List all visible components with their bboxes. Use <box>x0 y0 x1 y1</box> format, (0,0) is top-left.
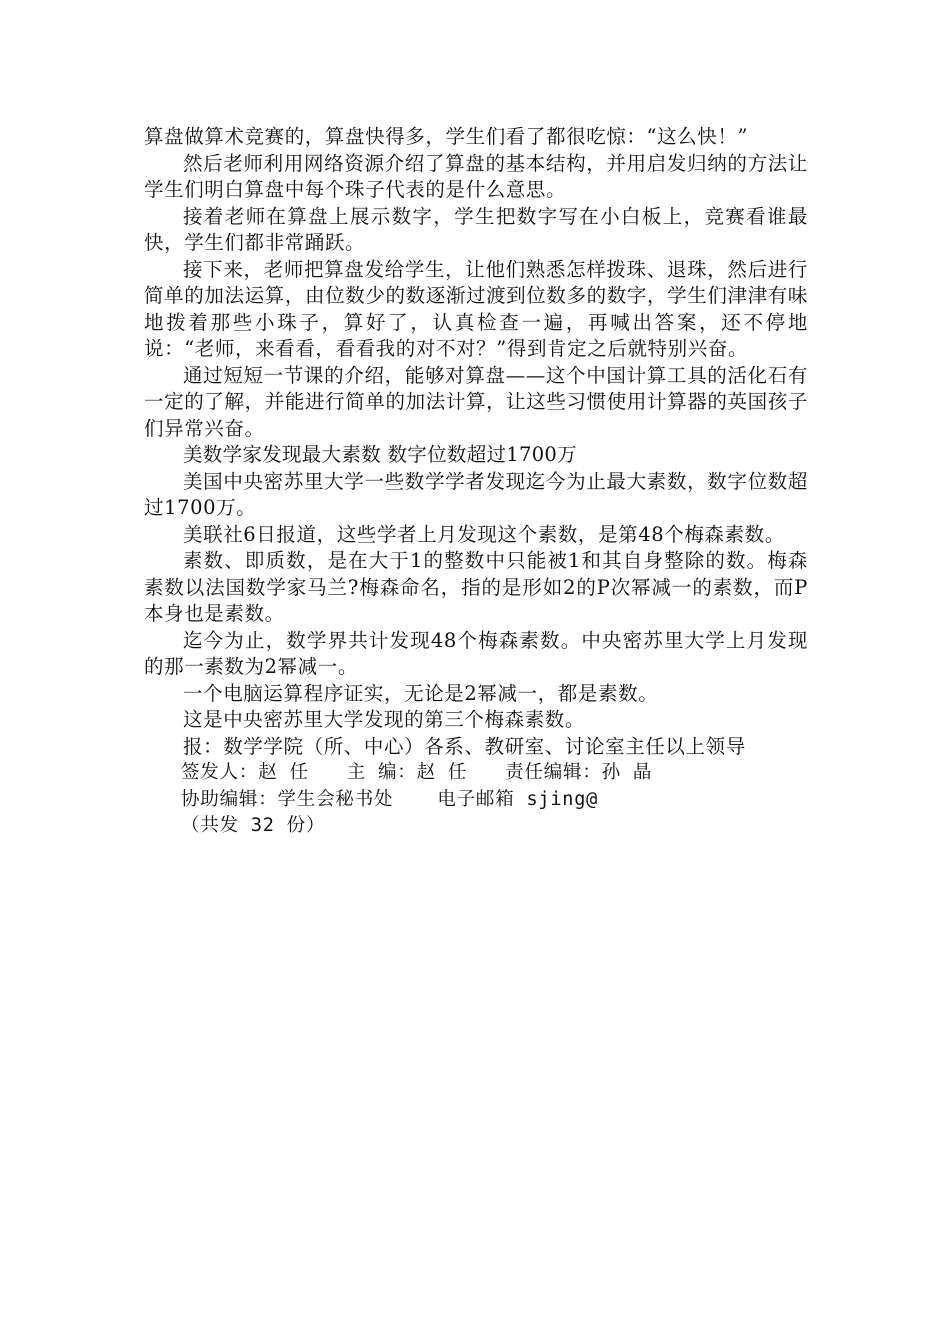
paragraph-third-mersenne: 这是中央密苏里大学发现的第三个梅森素数。 <box>183 708 586 731</box>
responsible-editor-text: 责任编辑：孙 晶 <box>505 762 653 783</box>
paragraph-mersenne-count: 迄今为止，数学界共计发现48个梅森素数。中央密苏里大学上月发现的那一素数为2幂减一。 <box>144 628 808 678</box>
paragraph-abacus-structure: 然后老师利用网络资源介绍了算盘的基本结构，并用启发归纳的方法让学生们明白算盘中每个珠子代表的是什么意思。 <box>144 151 808 201</box>
paragraph-report-to: 报：数学学院（所、中心）各系、教研室、讨论室主任以上领导 <box>183 734 746 758</box>
chief-editor-text: 主 编：赵 任 <box>346 762 468 783</box>
assistant-editor-text: 协助编辑：学生会秘书处 <box>181 788 394 810</box>
copies-text: （共发 32 份） <box>181 815 326 836</box>
article-headline: 美数学家发现最大素数 数字位数超过1700万 <box>183 443 577 466</box>
footer-copies-line <box>144 813 808 840</box>
email-text: 电子邮箱 sjing@ <box>437 788 599 810</box>
paragraph-addition-practice: 接下来，老师把算盘发给学生，让他们熟悉怎样拨珠、退珠，然后进行简单的加法运算，由位数少的数逐渐过渡到位数多的数字，学生们津津有味地拨着那些小珠子，算好了，认真检查一遍，再喊出答案，还不停地说：“老师，来看看，看看我的对不对？”得到肯定之后就特别兴奋。 <box>144 257 808 360</box>
paragraph-lesson-summary: 通过短短一节课的介绍，能够对算盘——这个中国计算工具的活化石有一定的了解，并能进行简单的加法计算，让这些习惯使用计算器的英国孩子们异常兴奋。 <box>144 363 808 440</box>
paragraph-verification: 一个电脑运算程序证实，无论是2幂减一，都是素数。 <box>183 681 659 705</box>
document-body <box>144 124 808 840</box>
footer-contact-line <box>144 787 808 814</box>
paragraph-number-display: 接着老师在算盘上展示数字，学生把数字写在小白板上，竞赛看谁最快，学生们都非常踊跃。 <box>144 204 808 254</box>
paragraph-abacus-race: 算盘做算术竞赛的，算盘快得多，学生们看了都很吃惊：“这么快！” <box>144 125 749 148</box>
paragraph-prime-discovery: 美国中央密苏里大学一些数学学者发现迄今为止最大素数，数字位数超过1700万。 <box>144 469 808 519</box>
signer-text: 签发人：赵 任 <box>181 762 309 783</box>
paragraph-prime-definition: 素数、即质数，是在大于1的整数中只能被1和其自身整除的数。梅森素数以法国数学家马兰?梅森命名，指的是形如2的P次幂减一的素数，而P本身也是素数。 <box>144 549 808 625</box>
footer-signers-line <box>144 760 808 787</box>
paragraph-ap-report: 美联社6日报道，这些学者上月发现这个素数，是第48个梅森素数。 <box>183 522 785 546</box>
